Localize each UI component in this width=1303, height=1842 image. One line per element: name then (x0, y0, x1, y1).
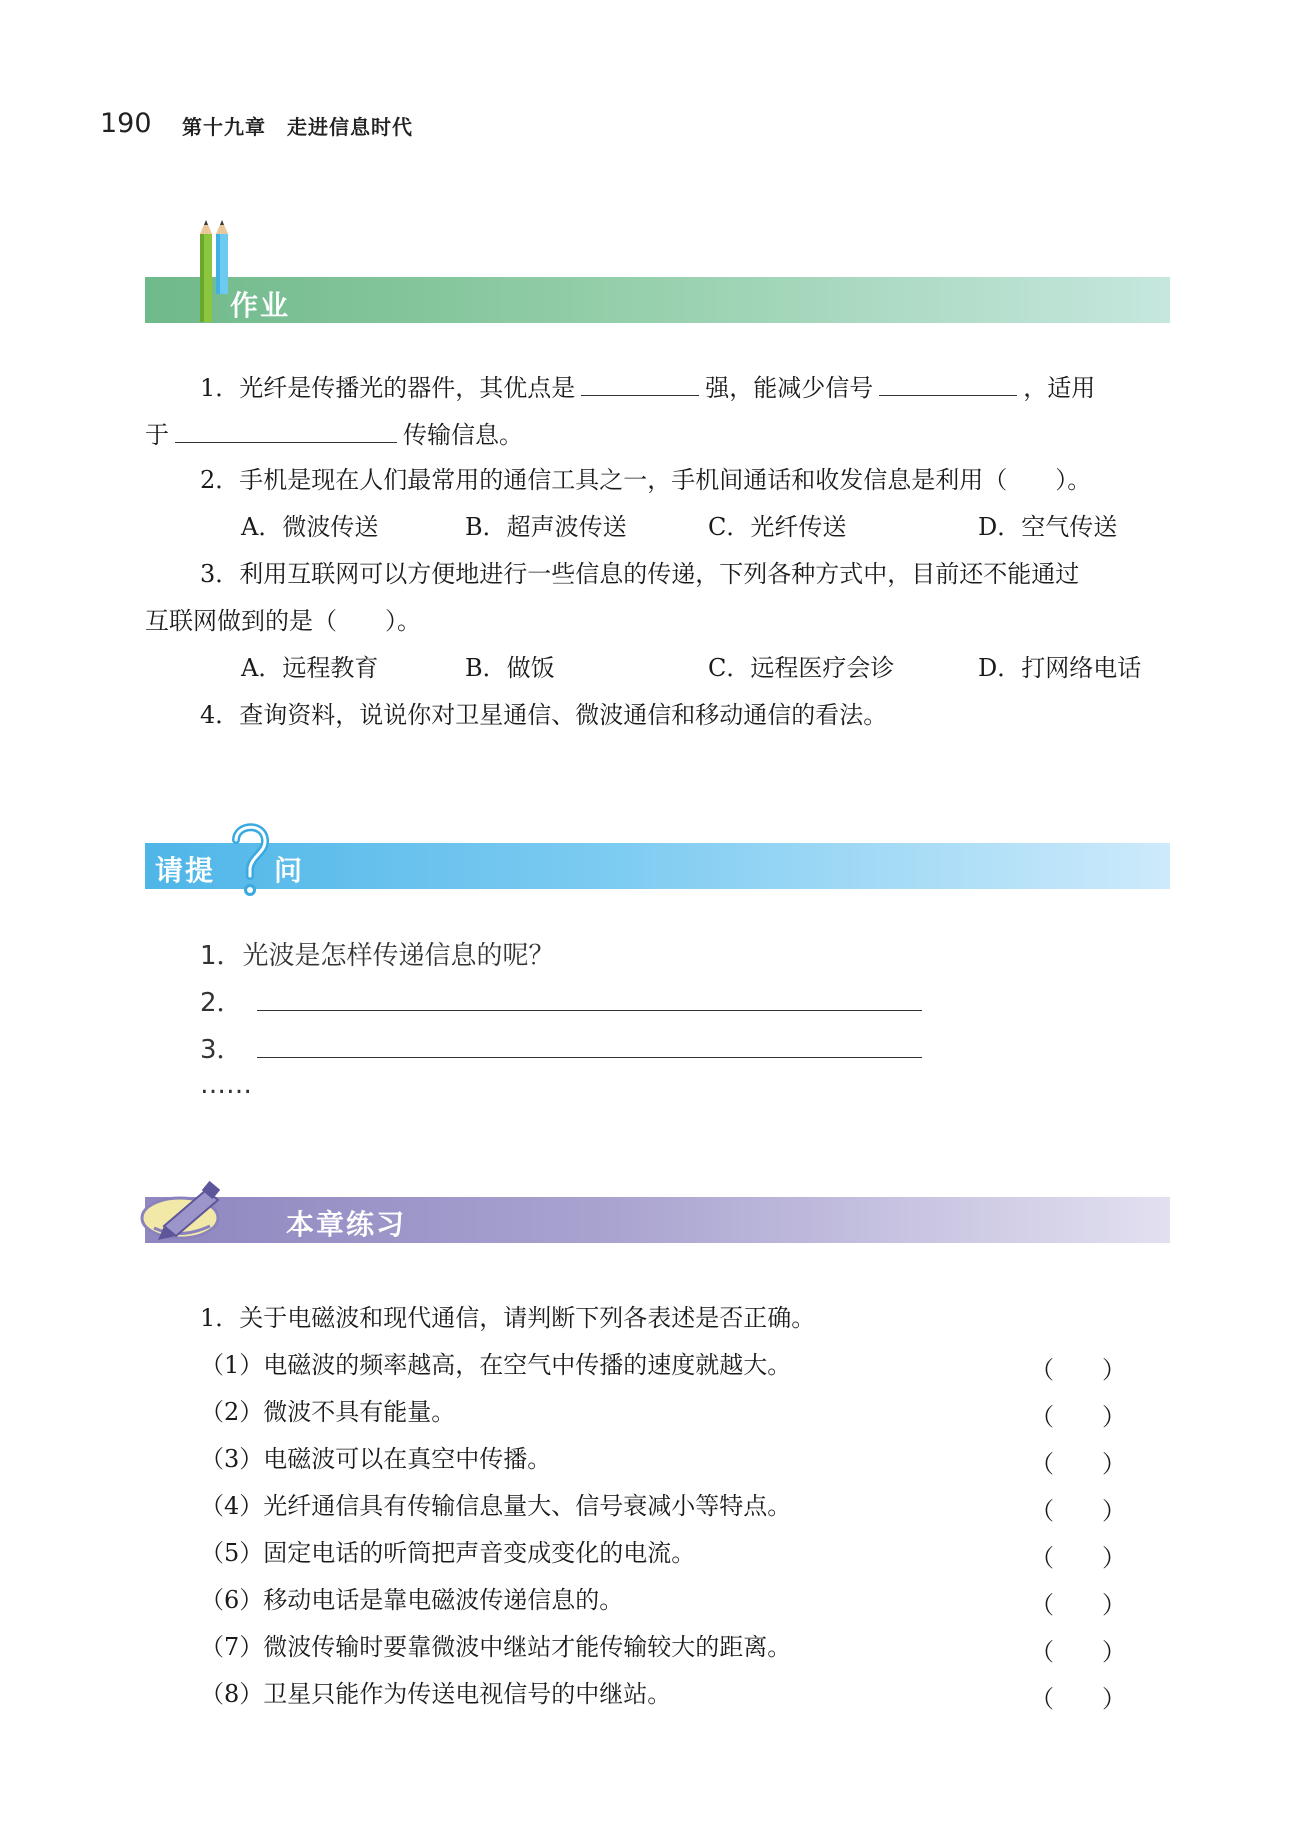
exercise-item-1: （1）电磁波的频率越高，在空气中传播的速度就越大。 (200, 1351, 792, 1379)
homework-q1-line2: 于 传输信息。 (145, 418, 523, 450)
ask-ellipsis: …… (200, 1070, 252, 1100)
answer-paren-4: （ ） (1030, 1497, 1126, 1525)
exercise-item-4: （4）光纤通信具有传输信息量大、信号衰减小等特点。 (200, 1492, 792, 1520)
homework-q3-stem-2: 互联网做到的是（ ）。 (145, 607, 421, 635)
answer-paren-5: （ ） (1030, 1544, 1126, 1572)
exercise-item-2: （2）微波不具有能量。 (200, 1398, 456, 1426)
homework-q3-option-d: D．打网络电话 (978, 654, 1142, 682)
homework-q3-stem-1: 3．利用互联网可以方便地进行一些信息的传递，下列各种方式中，目前还不能通过 (200, 560, 1080, 588)
homework-q2-option-d: D．空气传送 (978, 513, 1118, 541)
homework-q3-option-a: A．远程教育 (241, 654, 379, 682)
ask-item-1: 1．光波是怎样传递信息的呢？ (200, 941, 555, 971)
answer-paren-7: （ ） (1030, 1638, 1126, 1666)
exercise-item-5: （5）固定电话的听筒把声音变成变化的电流。 (200, 1539, 696, 1567)
exercise-item-8: （8）卫星只能作为传送电视信号的中继站。 (200, 1680, 672, 1708)
answer-paren-6: （ ） (1030, 1591, 1126, 1619)
blank-2 (879, 371, 1017, 396)
ask-item-3: 3． (200, 1029, 922, 1066)
ask-title-a: 请提 (155, 854, 216, 887)
answer-line (257, 988, 922, 1011)
writing-pen-icon (140, 1178, 230, 1250)
homework-q3-option-c: C．远程医疗会诊 (708, 654, 895, 682)
exercise-item-7: （7）微波传输时要靠微波中继站才能传输较大的距离。 (200, 1633, 792, 1661)
chapter-title: 第十九章 走进信息时代 (182, 115, 413, 139)
homework-title: 作业 (230, 289, 291, 322)
homework-q2-option-c: C．光纤传送 (708, 513, 847, 541)
blank-1 (581, 371, 699, 396)
answer-paren-1: （ ） (1030, 1356, 1126, 1384)
ask-item-2: 2． (200, 982, 922, 1019)
exercise-item-6: （6）移动电话是靠电磁波传递信息的。 (200, 1586, 624, 1614)
homework-q3-option-b: B．做饭 (465, 654, 555, 682)
homework-q2-option-a: A．微波传送 (241, 513, 379, 541)
exercise-item-3: （3）电磁波可以在真空中传播。 (200, 1445, 552, 1473)
homework-q2-stem: 2．手机是现在人们最常用的通信工具之一，手机间通话和收发信息是利用（ ）。 (200, 466, 1092, 494)
answer-paren-8: （ ） (1030, 1685, 1126, 1713)
question-mark-icon (228, 818, 272, 900)
exercise-title: 本章练习 (286, 1208, 407, 1241)
homework-q2-option-b: B．超声波传送 (465, 513, 627, 541)
answer-line (257, 1035, 922, 1058)
blank-3 (175, 418, 397, 443)
answer-paren-2: （ ） (1030, 1403, 1126, 1431)
homework-banner (145, 277, 1170, 323)
homework-q4: 4．查询资料，说说你对卫星通信、微波通信和移动通信的看法。 (200, 701, 888, 729)
page-number: 190 (100, 108, 152, 139)
exercise-stem: 1．关于电磁波和现代通信，请判断下列各表述是否正确。 (200, 1304, 816, 1332)
answer-paren-3: （ ） (1030, 1450, 1126, 1478)
homework-q1-line1: 1．光纤是传播光的器件，其优点是 强，能减少信号 ，适用 (200, 371, 1095, 403)
ask-title-b: 问 (274, 854, 305, 887)
